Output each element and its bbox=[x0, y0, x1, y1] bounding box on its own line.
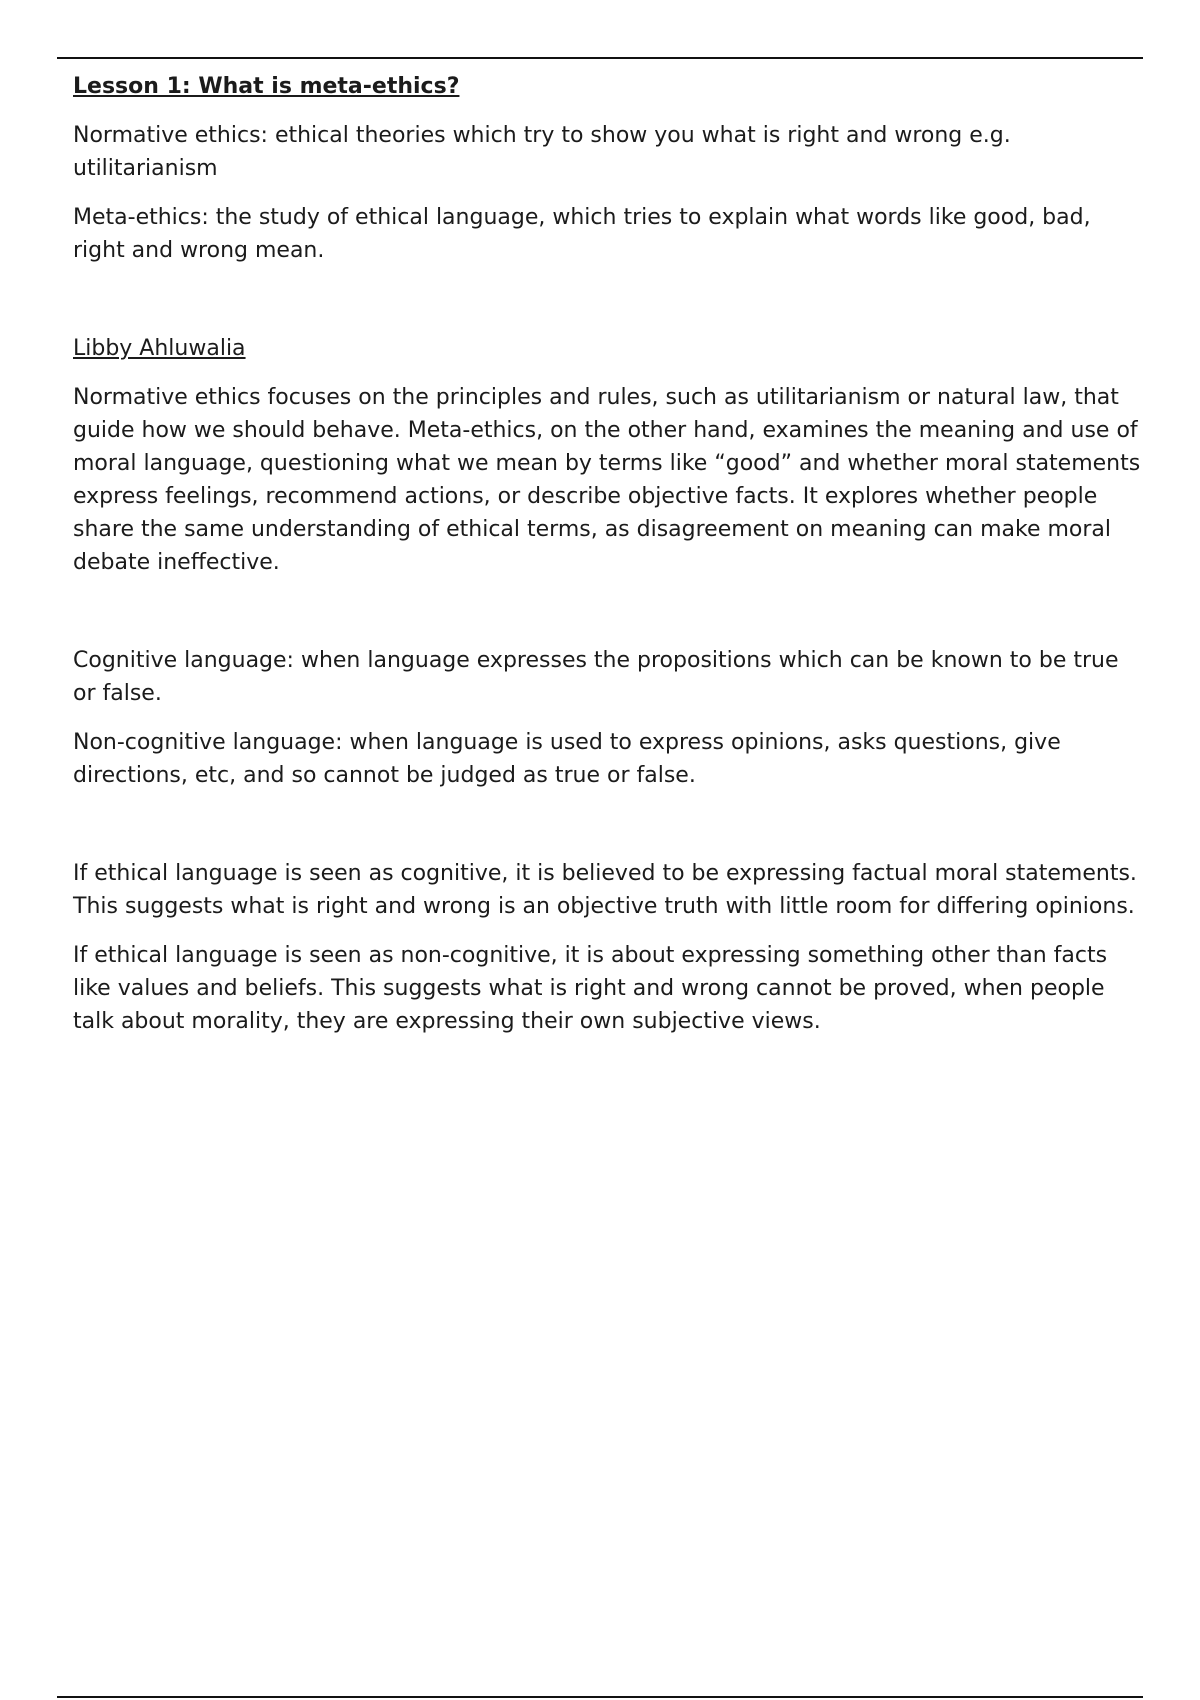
top-rule bbox=[57, 57, 1143, 59]
cognitive-implication: If ethical language is seen as cognitive, it is believed to be expressing factual moral statements. This suggests what is right and wrong is an objective truth with little room for differing opinions. bbox=[73, 861, 1137, 919]
non-cognitive-implication: If ethical language is seen as non-cognitive, it is about expressing something other than facts like values and beliefs. This suggests what is right and wrong cannot be proved, when people talk about morality, they are expressing their own subjective views. bbox=[73, 943, 1108, 1034]
bottom-rule bbox=[57, 1696, 1143, 1698]
non-cognitive-language-definition: Non-cognitive language: when language is used to express opinions, asks questions, give directions, etc, and so cannot be judged as true or false. bbox=[73, 730, 1061, 788]
cognitive-language-definition: Cognitive language: when language expresses the propositions which can be known to be true or false. bbox=[73, 648, 1119, 706]
meta-ethics-definition: Meta-ethics: the study of ethical language, which tries to explain what words like good, bad, right and wrong mean. bbox=[73, 205, 1091, 263]
spacer bbox=[73, 283, 1143, 332]
lesson-title: Lesson 1: What is meta-ethics? bbox=[73, 74, 460, 99]
author-summary: Normative ethics focuses on the principles and rules, such as utilitarianism or natural law, that guide how we should behave. Meta-ethics, on the other hand, examines the meaning and use of moral language, questioning what we mean by terms like “good” and whether moral statements express feelings, recommend actions, or describe objective facts. It explores whether people share the same understanding of ethical terms, as disagreement on meaning can make moral debate ineffective. bbox=[73, 385, 1141, 575]
spacer bbox=[73, 808, 1143, 857]
spacer bbox=[73, 595, 1143, 644]
document-content bbox=[73, 70, 1143, 1054]
normative-ethics-definition: Normative ethics: ethical theories which try to show you what is right and wrong e.g. utilitarianism bbox=[73, 123, 1011, 181]
author-heading: Libby Ahluwalia bbox=[73, 336, 246, 361]
